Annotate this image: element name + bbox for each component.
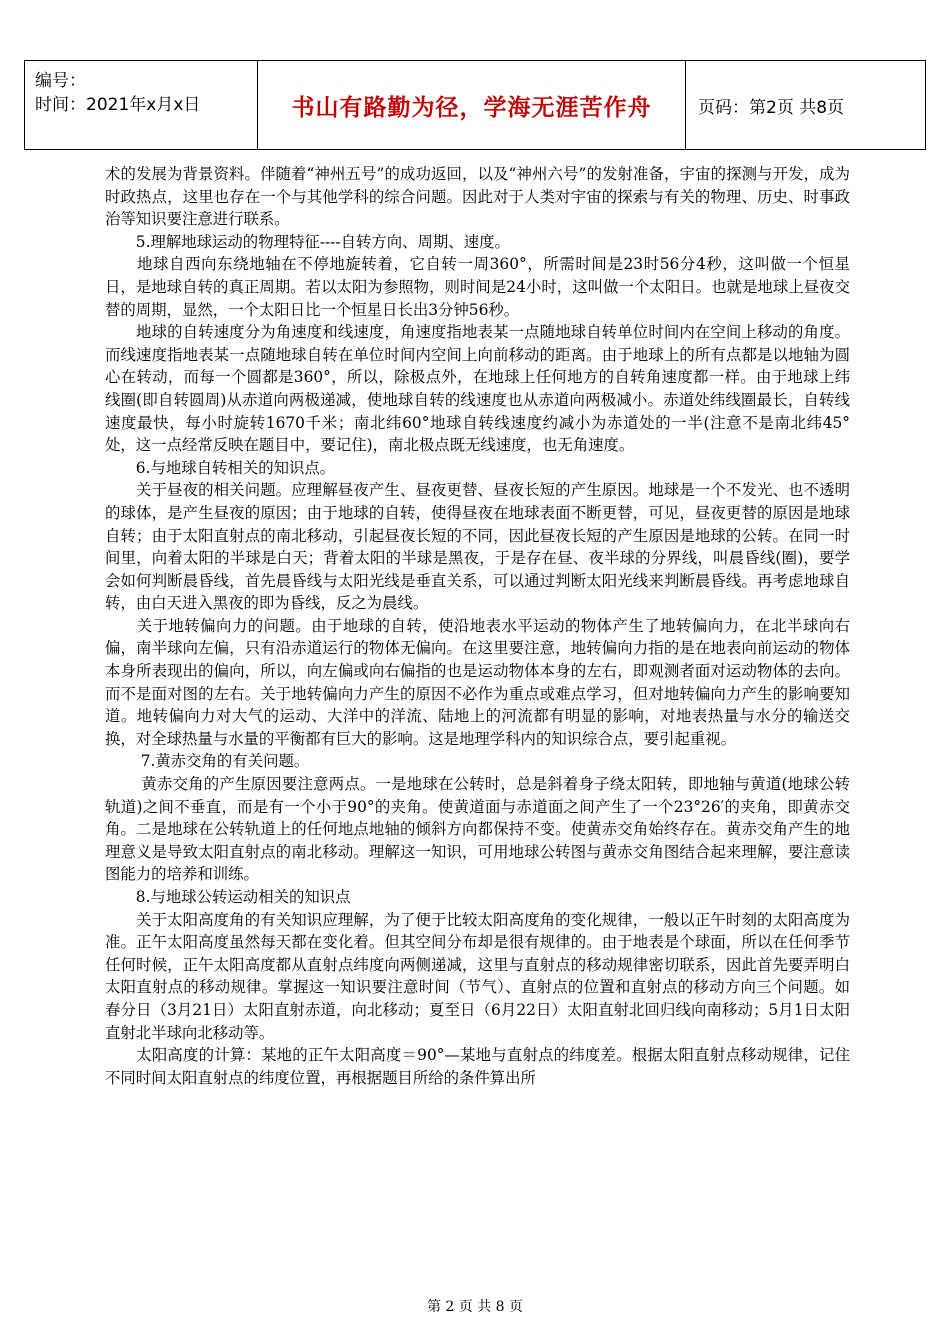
paragraph: 地球的自转速度分为角速度和线速度，角速度指地表某一点随地球自转单位时间内在空间上移动的角度。而线速度指地表某一点随地球自转在单位时间内空间上向前移动的距离。由于地球上的所有点都是以地轴为圆心在转动，而每一个圆都是360°，所以，除极点外，在地球上任何地方的自转角速度都一样。由于地球上纬线圈(即自转圆周)从赤道向两极递减，使地球自转的线速度也从赤道向两极减小。赤道处纬线圈最长，自转线速度最快，每小时旋转1670千米；南北纬60°地球自转线速度约减小为赤道处的一半(注意不是南北纬45°处，这一点经常反映在题目中，要记住)，南北极点既无线速度，也无角速度。 bbox=[105, 323, 850, 455]
document-body bbox=[105, 163, 850, 1089]
page-footer: 第 2 页 共 8 页 bbox=[426, 1299, 524, 1315]
number-label: 编号： bbox=[35, 71, 86, 91]
section-heading: 5.理解地球运动的物理特征----自转方向、周期、速度。 bbox=[105, 232, 510, 251]
section-heading: 6.与地球自转相关的知识点。 bbox=[105, 458, 336, 477]
paragraph: 太阳高度的计算：某地的正午太阳高度＝90°—某地与直射点的纬度差。根据太阳直射点移动规律，记住不同时间太阳直射点的纬度位置，再根据题目所给的条件算出所 bbox=[105, 1046, 850, 1087]
paragraph: 黄赤交角的产生原因要注意两点。一是地球在公转时，总是斜着身子绕太阳转，即地轴与黄道(地球公转轨道)之间不垂直，而是有一个小于90°的夹角。使黄道面与赤道面之间产生了一个23°26′的夹角，即黄赤交角。二是地球在公转轨道上的任何地点地轴的倾斜方向都保持不变。使黄赤交角始终存在。黄赤交角产生的地理意义是导致太阳直射点的南北移动。理解这一知识，可用地球公转图与黄赤交角图结合起来理解，要注意读图能力的培养和训练。 bbox=[105, 775, 850, 884]
page-header bbox=[24, 60, 926, 150]
section-heading: 8.与地球公转运动相关的知识点 bbox=[105, 888, 351, 906]
paragraph: 关于太阳高度角的有关知识应理解，为了便于比较太阳高度角的变化规律，一般以正午时刻的太阳高度为准。正午太阳高度虽然每天都在变化着。但其空间分布却是很有规律的。由于地表是个球面，所以在任何季节任何时候，正午太阳高度都从直射点纬度向两侧递减，这里与直射点的移动规律密切联系，因此首先要弄明白太阳直射点的移动规律。掌握这一知识要注意时间（节气）、直射点的位置和直射点的移动方向三个问题。如春分日（3月21日）太阳直射赤道，向北移动；夏至日（6月22日）太阳直射北回归线向南移动；5月1日太阳直射北半球向北移动等。 bbox=[105, 910, 850, 1042]
paragraph: 地球自西向东绕地轴在不停地旋转着，它自转一周360°，所需时间是23时56分4秒，这叫做一个恒星日，是地球自转的真正周期。若以太阳为参照物，则时间是24小时，这叫做一个太阳日。也就是地球上昼夜交替的周期，显然，一个太阳日比一个恒星日长出3分钟56秒。 bbox=[105, 255, 850, 319]
time-label: 时间：2021年x月x日 bbox=[35, 95, 201, 115]
section-heading: 7.黄赤交角的有关问题。 bbox=[105, 752, 310, 771]
paragraph: 关于地转偏向力的问题。由于地球的自转，使沿地表水平运动的物体产生了地转偏向力，在北半球向右偏，南半球向左偏，只有沿赤道运行的物体无偏向。在这里要注意，地转偏向力指的是在地表向前运动的物体本身所表现出的偏向，所以，向左偏或向右偏指的也是运动物体本身的左右，即观测者面对运动物体的去向。而不是面对图的左右。关于地转偏向力产生的原因不必作为重点或难点学习，但对地转偏向力产生的影响要知道。地转偏向力对大气的运动、大洋中的洋流、陆地上的河流都有明显的影响，对地表热量与水分的输送交换，对全球热量与水量的平衡都有巨大的影响。这是地理学科内的知识综合点，要引起重视。 bbox=[105, 616, 850, 748]
header-meta bbox=[25, 61, 258, 149]
header-page-info: 页码：第2页 共8页 bbox=[698, 97, 845, 118]
header-motto: 书山有路勤为径，学海无涯苦作舟 bbox=[258, 61, 686, 149]
paragraph: 关于昼夜的相关问题。应理解昼夜产生、昼夜更替、昼夜长短的产生原因。地球是一个不发光、也不透明的球体，是产生昼夜的原因；由于地球的自转，使得昼夜在地球表面不断更替，可见，昼夜更替的原因是地球自转；由于太阳直射点的南北移动，引起昼夜长短的不同，因此昼夜长短的产生原因是地球的公转。在同一时间里，向着太阳的半球是白天；背着太阳的半球是黑夜，于是存在昼、夜半球的分界线，叫晨昏线(圈)，要学会如何判断晨昏线，首先晨昏线与太阳光线是垂直关系，可以通过判断太阳光线来判断晨昏线。再考虑地球自转，由白天进入黑夜的即为昏线，反之为晨线。 bbox=[105, 481, 850, 613]
paragraph: 术的发展为背景资料。伴随着“神州五号”的成功返回，以及“神州六号”的发射准备，宇宙的探测与开发，成为时政热点，这里也存在一个与其他学科的综合问题。因此对于人类对宇宙的探索与有关的物理、历史、时事政治等知识要注意进行联系。 bbox=[105, 165, 850, 229]
